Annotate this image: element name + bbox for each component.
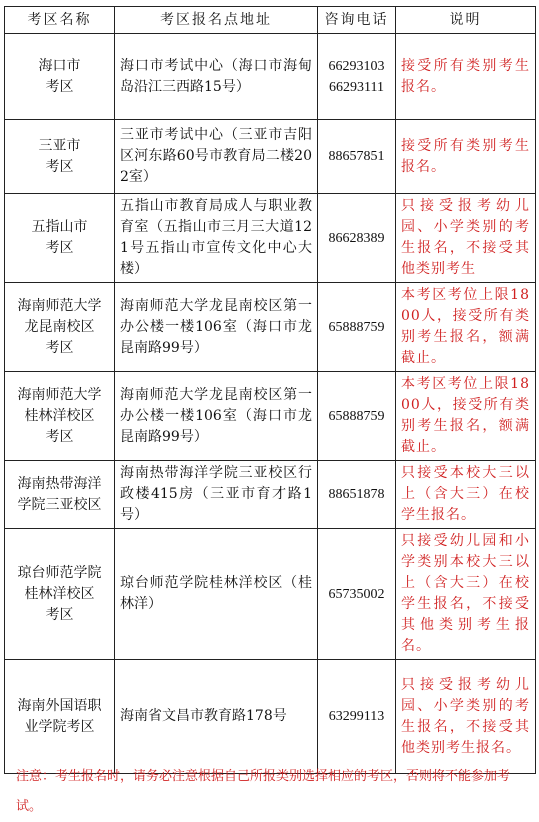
site-name-line: 三亚市 [38,137,81,154]
phone-cell [318,529,396,660]
phone-number: 88651878 [328,487,385,502]
site-name-cell [5,194,115,283]
note-cell: 本考区考位上限1800人，接受所有类别考生报名，额满截止。 [396,372,536,461]
phone-cell [318,660,396,774]
phone-number: 65888759 [328,408,385,424]
site-name-line: 考区 [45,428,74,445]
site-name-cell [5,660,115,774]
site-name-cell [5,283,115,372]
phone-cell [318,372,396,461]
phone-number: 63299113 [328,709,385,724]
site-name-line: 考区 [45,158,74,175]
site-name-cell [5,120,115,194]
header-address: 考区报名点地址 [115,7,318,34]
site-name-line: 五指山市 [31,219,88,235]
exam-site-table [4,6,536,774]
site-name-cell [5,372,115,461]
address-cell: 海南师范大学龙昆南校区第一办公楼一楼106室（海口市龙昆南路99号） [115,283,318,372]
site-name-line: 学院三亚校区 [17,496,102,513]
address-cell: 海南热带海洋学院三亚校区行政楼415房（三亚市育才路1号） [115,461,318,529]
address-cell: 琼台师范学院桂林洋校区（桂林洋） [115,529,318,660]
phone-cell [318,194,396,283]
site-name-line: 海南师范大学 [17,386,102,403]
site-name-line: 桂林洋校区 [24,585,95,602]
site-name-cell [5,529,115,660]
table-row [5,120,536,194]
address-cell: 海南省文昌市教育路178号 [115,660,318,774]
header-site-name: 考区名称 [5,7,115,34]
site-name-line: 考区 [45,339,74,356]
phone-cell [318,120,396,194]
note-cell: 只接受报考幼儿园、小学类别的考生报名，不接受其他类别考生 [396,194,536,283]
header-phone: 咨询电话 [318,7,396,34]
site-name-line: 海口市 [38,57,81,74]
site-name-line: 海南外国语职 [17,697,102,714]
site-name-line: 考区 [45,240,74,256]
site-name-line: 琼台师范学院 [17,564,102,581]
site-name-line: 业学院考区 [24,718,95,735]
site-name-cell [5,34,115,120]
site-name-line: 海南师范大学 [17,297,102,314]
table-row [5,529,536,660]
note-cell: 接受所有类别考生报名。 [396,34,536,120]
site-name-line: 龙昆南校区 [24,318,95,335]
phone-cell [318,461,396,529]
note-cell: 只接受幼儿园和小学类别本校大三以上（含大三）在校学生报名，不接受其他类别考生报名。 [396,529,536,660]
table-row [5,372,536,461]
phone-number: 86628389 [328,230,385,246]
note-cell: 只接受本校大三以上（含大三）在校学生报名。 [396,461,536,529]
table-row [5,461,536,529]
phone-number: 88657851 [328,149,385,164]
header-note: 说明 [396,7,536,34]
address-cell: 海南师范大学龙昆南校区第一办公楼一楼106室（海口市龙昆南路99号） [115,372,318,461]
phone-number: 66293103 [328,58,385,74]
registration-footnote: 注意：考生报名时，请务必注意根据自己所报类别选择相应的考区，否则将不能参加考试。 [16,769,511,814]
phone-number: 65735002 [328,586,385,602]
address-cell: 海口市考试中心（海口市海甸岛沿江三西路15号） [115,34,318,120]
address-cell: 五指山市教育局成人与职业教育室（五指山市三月三大道121号五指山市宣传文化中心大楼） [115,194,318,283]
site-name-line: 考区 [45,606,74,623]
note-cell: 只接受报考幼儿园、小学类别的考生报名，不接受其他类别考生报名。 [396,660,536,774]
table-header-row [5,7,536,34]
phone-number: 65888759 [328,319,385,335]
site-name-cell [5,461,115,529]
note-cell: 接受所有类别考生报名。 [396,120,536,194]
table-row [5,283,536,372]
table-row [5,194,536,283]
site-name-line: 桂林洋校区 [24,407,95,424]
table-row [5,660,536,774]
table-row [5,34,536,120]
site-name-line: 海南热带海洋 [17,475,102,492]
site-name-line: 考区 [45,78,74,95]
phone-number: 66293111 [329,79,384,95]
phone-cell [318,34,396,120]
phone-cell [318,283,396,372]
note-cell: 本考区考位上限1800人，接受所有类别考生报名，额满截止。 [396,283,536,372]
address-cell: 三亚市考试中心（三亚市吉阳区河东路60号市教育局二楼202室） [115,120,318,194]
